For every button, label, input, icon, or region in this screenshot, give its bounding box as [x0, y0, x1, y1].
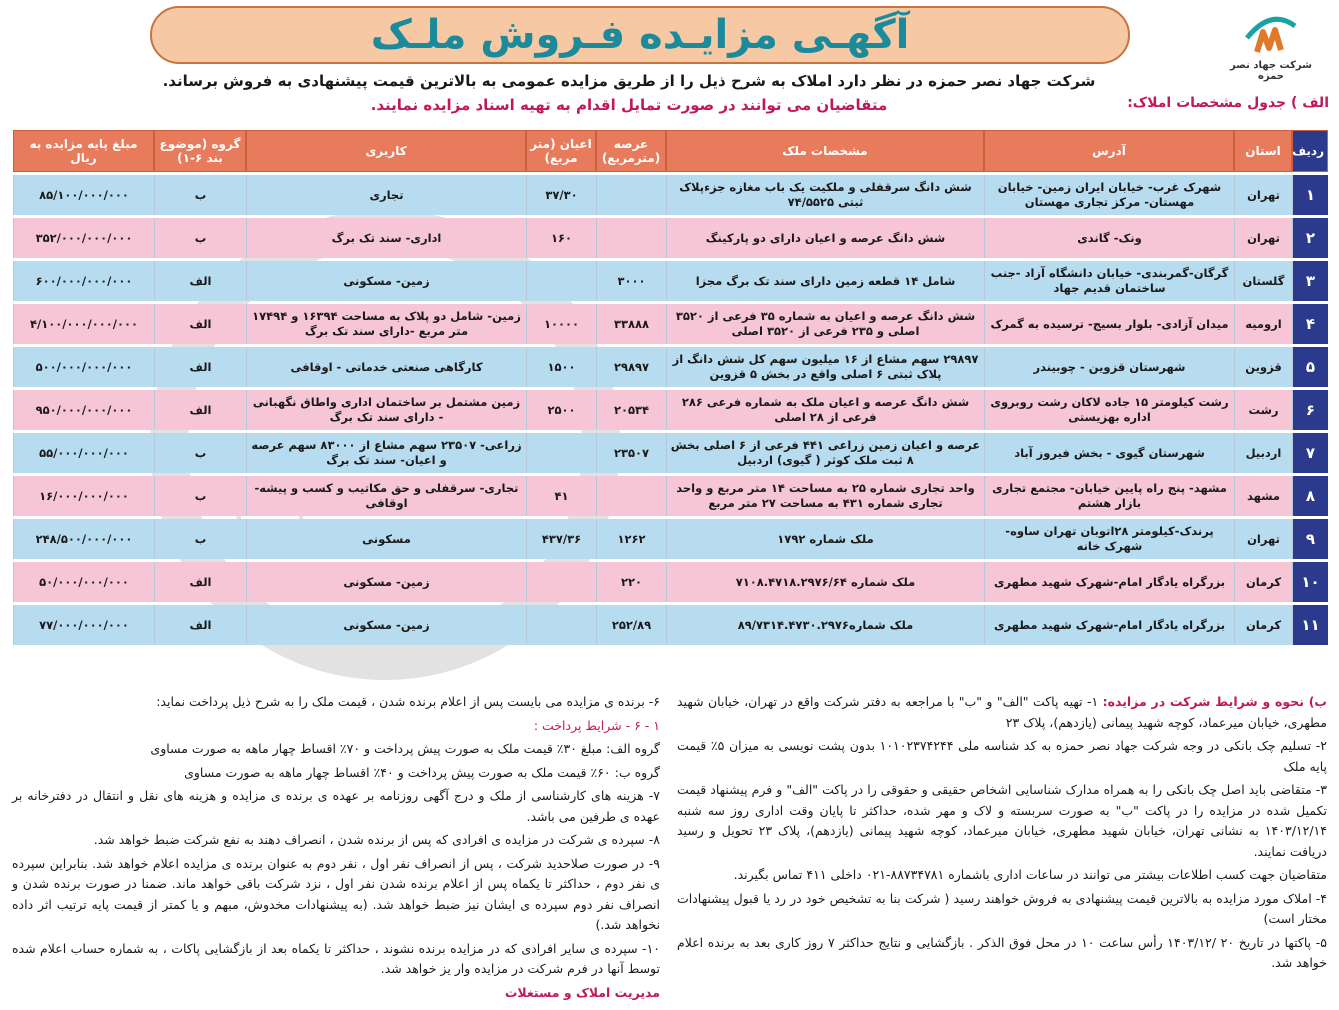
base-price-cell: ۵۰/۰۰۰/۰۰۰/۰۰۰ [13, 562, 154, 602]
land-area-cell: ۲۵۲/۸۹ [596, 605, 666, 645]
group-cell: الف [154, 605, 246, 645]
row-number: ۱۰ [1292, 562, 1328, 602]
rules-heading: ب) نحوه و شرایط شرکت در مزایده: [1102, 694, 1327, 709]
base-price-cell: ۵۰۰/۰۰۰/۰۰۰/۰۰۰ [13, 347, 154, 387]
rule-item: ۵- پاکتها در تاریخ ۲۰ /۱۴۰۳/۱۲ رأس ساعت ۱۰ در محل فوق الذکر . بازگشایی و نتایج حداکثر ۷ روز کاری بعد به برنده اعلام خواهد شد. [677, 934, 1328, 970]
province-cell: قزوین [1234, 347, 1292, 387]
section-a-title: الف ) جدول مشخصات املاک: [1127, 95, 1329, 111]
rules-left-column [12, 692, 660, 1006]
table-row [13, 605, 1328, 645]
table-row [13, 519, 1328, 559]
province-cell: رشت [1234, 390, 1292, 430]
group-cell: الف [154, 304, 246, 344]
row-number: ۹ [1292, 519, 1328, 559]
table-row [13, 347, 1328, 387]
specs-cell: شش دانگ سرقفلی و ملکیت یک باب مغازه جزءپلاک ثبتی ۷۴/۵۵۲۵ [666, 175, 984, 215]
row-number: ۸ [1292, 476, 1328, 516]
col-header-row: ردیف [1292, 130, 1328, 172]
usage-cell: زمین- شامل دو پلاک به مساحت ۱۶۳۹۴ و ۱۷۴۹۴ متر مربع -دارای سند تک برگ [246, 304, 526, 344]
land-area-cell: ۳۰۰۰ [596, 261, 666, 301]
land-area-cell [596, 218, 666, 258]
building-area-cell: ۱۰۰۰۰ [526, 304, 596, 344]
building-area-cell: ۱۵۰۰ [526, 347, 596, 387]
col-header-base-price: مبلغ پایه مزایده به ریال [13, 130, 154, 172]
address-cell: پرندک-کیلومتر ۲۸اتوبان تهران ساوه- شهرک خانه [984, 519, 1234, 559]
address-cell: بزرگراه یادگار امام-شهرک شهید مطهری [984, 605, 1234, 645]
address-cell: رشت کیلومتر ۱۵ جاده لاکان رشت روبروی اداره بهزیستی [984, 390, 1234, 430]
row-number: ۱ [1292, 175, 1328, 215]
address-cell: میدان آزادی- بلوار بسیج- ترسیده به گمرک [984, 304, 1234, 344]
page-title: آگهـی مزایـده فـروش ملـک [370, 12, 910, 58]
building-area-cell [526, 605, 596, 645]
province-cell: تهران [1234, 175, 1292, 215]
building-area-cell: ۳۷/۳۰ [526, 175, 596, 215]
building-area-cell [526, 433, 596, 473]
payment-terms-heading: ۱ - ۶ - شرایط پرداخت : [533, 717, 660, 733]
land-area-cell: ۳۳۸۸۸ [596, 304, 666, 344]
table-body [13, 175, 1328, 645]
group-cell: الف [154, 562, 246, 602]
row-number: ۴ [1292, 304, 1328, 344]
specs-cell: ملک شماره ۷۱۰۸.۴۷۱۸.۲۹۷۶/۶۴ [666, 562, 984, 602]
address-cell: شهرستان گیوی - بخش فیروز آباد [984, 433, 1234, 473]
rule-item-7: ۷- هزینه های کارشناسی از ملک و درج آگهی روزنامه بر عهده ی برنده ی مزایده و هزینه های نقل و انتقال در دفترخانه بر عهده ی طرفین می باشد. [12, 788, 660, 824]
usage-cell: مسکونی [246, 519, 526, 559]
building-area-cell: ۲۵۰۰ [526, 390, 596, 430]
province-cell: مشهد [1234, 476, 1292, 516]
group-cell: الف [154, 390, 246, 430]
table-header-row [13, 130, 1328, 172]
usage-cell: زمین مشتمل بر ساختمان اداری واطاق نگهبانی - دارای سند تک برگ [246, 390, 526, 430]
group-cell: الف [154, 261, 246, 301]
table-row [13, 433, 1328, 473]
usage-cell: زمین- مسکونی [246, 605, 526, 645]
title-banner [150, 6, 1130, 64]
col-header-building: اعیان (متر مربع) [526, 130, 596, 172]
group-cell: ب [154, 433, 246, 473]
col-header-province: استان [1234, 130, 1292, 172]
row-number: ۵ [1292, 347, 1328, 387]
base-price-cell: ۴/۱۰۰/۰۰۰/۰۰۰/۰۰۰ [13, 304, 154, 344]
group-cell: ب [154, 175, 246, 215]
row-number: ۳ [1292, 261, 1328, 301]
base-price-cell: ۳۵۲/۰۰۰/۰۰۰/۰۰۰ [13, 218, 154, 258]
usage-cell: زراعی- ۲۳۵۰۷ سهم مشاع از ۸۳۰۰۰ سهم عرصه و اعیان- سند تک برگ [246, 433, 526, 473]
properties-table [13, 127, 1328, 648]
land-area-cell: ۱۲۶۲ [596, 519, 666, 559]
specs-cell: شش دانگ عرصه و اعیان ملک به شماره فرعی ۲۸۶ فرعی از ۲۸ اصلی [666, 390, 984, 430]
province-cell: گلستان [1234, 261, 1292, 301]
specs-cell: شامل ۱۴ قطعه زمین دارای سند تک برگ مجزا [666, 261, 984, 301]
land-area-cell: ۲۳۵۰۷ [596, 433, 666, 473]
rule-item-8: ۸- سپرده ی شرکت در مزایده ی افرادی که پس از برنده شدن ، انصراف دهند به نفع شرکت ضبط خواهد شد. [93, 832, 660, 847]
specs-cell: شش دانگ عرصه و اعیان دارای دو پارکینگ [666, 218, 984, 258]
rules-right-column [677, 692, 1327, 977]
logo-mark-icon [1239, 8, 1303, 60]
land-area-cell [596, 175, 666, 215]
province-cell: تهران [1234, 519, 1292, 559]
rule-item: ۱- تهیه پاکت "الف" و "ب" با مراجعه به دفتر شرکت واقع در تهران، خیابان شهید مطهری، خیابان میرعماد، کوچه شهید پیمانی (یازدهم)، پلاک ۲۳ [677, 694, 1327, 730]
row-number: ۲ [1292, 218, 1328, 258]
rule-item: متقاضیان جهت کسب اطلاعات بیشتر می توانند در ساعات اداری باشماره ۸۸۷۳۴۷۸۱-۰۲۱ داخلی ۴۱۱ تماس بگیرند. [733, 867, 1327, 882]
col-header-usage: کاربری [246, 130, 526, 172]
building-area-cell: ۱۶۰ [526, 218, 596, 258]
usage-cell: تجاری- سرقفلی و حق مکاتیب و کسب و پیشه- اوقافی [246, 476, 526, 516]
province-cell: کرمان [1234, 562, 1292, 602]
base-price-cell: ۸۵/۱۰۰/۰۰۰/۰۰۰ [13, 175, 154, 215]
rule-item-6: ۶- برنده ی مزایده می بایست پس از اعلام برنده شدن ، قیمت ملک را به شرح ذیل پرداخت نماید: [156, 694, 660, 709]
usage-cell: اداری- سند تک برگ [246, 218, 526, 258]
building-area-cell: ۴۱ [526, 476, 596, 516]
signature: مدیریت املاک و مستغلات [504, 984, 660, 1000]
province-cell: کرمان [1234, 605, 1292, 645]
group-cell: ب [154, 218, 246, 258]
specs-cell: ملک شماره۸۹/۷۳۱۴.۴۷۳۰.۲۹۷۶ [666, 605, 984, 645]
intro-line-1: شرکت جهاد نصر حمزه در نظر دارد املاک به شرح ذیل را از طریق مزایده عمومی به بالاترین قیمت پیشنهادی به فروش برساند. [162, 72, 1096, 90]
specs-cell: ملک شماره ۱۷۹۲ [666, 519, 984, 559]
land-area-cell: ۲۲۰ [596, 562, 666, 602]
base-price-cell: ۵۵/۰۰۰/۰۰۰/۰۰۰ [13, 433, 154, 473]
table-row [13, 261, 1328, 301]
usage-cell: کارگاهی صنعتی خدماتی - اوقافی [246, 347, 526, 387]
group-cell: الف [154, 347, 246, 387]
row-number: ۷ [1292, 433, 1328, 473]
province-cell: ارومیه [1234, 304, 1292, 344]
base-price-cell: ۶۰۰/۰۰۰/۰۰۰/۰۰۰ [13, 261, 154, 301]
address-cell: مشهد- پنج راه پایین خیابان- مجتمع تجاری بازار هشتم [984, 476, 1234, 516]
col-header-land: عرصه (مترمربع) [596, 130, 666, 172]
col-header-specs: مشخصات ملک [666, 130, 984, 172]
rule-item: ۴- املاک مورد مزایده به بالاترین قیمت پیشنهادی به فروش خواهند رسید ( شرکت بنا به تشخیص خود در رد یا قبول پیشنهادات مختار است) [677, 890, 1327, 926]
land-area-cell [596, 476, 666, 516]
address-cell: ونک- گاندی [984, 218, 1234, 258]
logo-text: شرکت جهاد نصر حمزه [1230, 60, 1312, 82]
row-number: ۱۱ [1292, 605, 1328, 645]
company-logo [1221, 8, 1321, 80]
specs-cell: شش دانگ عرصه و اعیان به شماره ۳۵ فرعی از ۳۵۲۰ اصلی و ۲۳۵ فرعی از ۳۵۲۰ اصلی [666, 304, 984, 344]
building-area-cell [526, 261, 596, 301]
payment-group-b: گروه ب: ۶۰٪ قیمت ملک به صورت پیش پرداخت و ۴۰٪ اقساط چهار ماهه به صورت مساوی [184, 764, 660, 780]
payment-group-a: گروه الف: مبلغ ۳۰٪ قیمت ملک به صورت پیش پرداخت و ۷۰٪ اقساط چهار ماهه به صورت مساوی [150, 741, 660, 756]
land-area-cell: ۲۹۸۹۷ [596, 347, 666, 387]
base-price-cell: ۷۷/۰۰۰/۰۰۰/۰۰۰ [13, 605, 154, 645]
table-row [13, 175, 1328, 215]
base-price-cell: ۲۴۸/۵۰۰/۰۰۰/۰۰۰ [13, 519, 154, 559]
specs-cell: عرصه و اعیان زمین زراعی ۴۴۱ فرعی از ۶ اصلی بخش ۸ ثبت ملک کوثر ( گیوی) اردبیل [666, 433, 984, 473]
table-row [13, 390, 1328, 430]
address-cell: گرگان-گمربندی- خیابان دانشگاه آزاد -جنب ساختمان قدیم جهاد [984, 261, 1234, 301]
address-cell: شهرستان قزوین - چوبیندر [984, 347, 1234, 387]
table-row [13, 304, 1328, 344]
intro-line-2: متقاضیان می توانند در صورت تمایل اقدام به تهیه اسناد مزایده نمایند. [370, 96, 888, 114]
table-row [13, 562, 1328, 602]
address-cell: بزرگراه یادگار امام-شهرک شهید مطهری [984, 562, 1234, 602]
specs-cell: ۲۹۸۹۷ سهم مشاع از ۱۶ میلیون سهم کل شش دانگ از پلاک ثبتی ۶ اصلی واقع در بخش ۵ قزوین [666, 347, 984, 387]
table-row [13, 476, 1328, 516]
row-number: ۶ [1292, 390, 1328, 430]
base-price-cell: ۱۶/۰۰۰/۰۰۰/۰۰۰ [13, 476, 154, 516]
rule-item: ۲- تسلیم چک بانکی در وجه شرکت جهاد نصر حمزه به کد شناسه ملی ۱۰۱۰۲۳۷۴۲۴۴ بدون پشت نویسی به میزان ۵٪ قیمت پایه ملک [677, 738, 1328, 774]
building-area-cell: ۴۳۷/۳۶ [526, 519, 596, 559]
rule-item-10: ۱۰- سپرده ی سایر افرادی که در مزایده برنده نشوند ، حداکثر تا یکماه بعد از بازگشایی پاکات ، به شماره حساب اعلام شده توسط آنها در فرم شرکت در مزایده وار یز خواهد شد. [12, 940, 660, 976]
usage-cell: زمین- مسکونی [246, 562, 526, 602]
col-header-address: آدرس [984, 130, 1234, 172]
group-cell: ب [154, 519, 246, 559]
usage-cell: تجاری [246, 175, 526, 215]
col-header-group: گروه (موضوع بند ۶-۱) [154, 130, 246, 172]
table-row [13, 218, 1328, 258]
province-cell: تهران [1234, 218, 1292, 258]
rule-item-9: ۹- در صورت صلاحدید شرکت ، پس از انصراف نفر اول ، نفر دوم به عنوان برنده ی مزایده اعلام خواهد شد. بنابراین سپرده ی نفر دوم ، حداکثر تا یکماه پس از اعلام برنده شدن نفر اول ، نزد شرکت باقی خواهد ماند. ضمنا در صورت برنده شدن و انصراف نفر دوم سپرده ی ایشان نیز ضبط خواهد شد. (به پیشنهادات مخدوش، مبهم و یا کمتر از قیمت پایه ترتیب اثر داده نخواهد شد.) [12, 855, 660, 932]
rule-item: ۳- متقاضی باید اصل چک بانکی را به همراه مدارک شناسایی اشخاص حقیقی و حقوقی را در پاکت "الف" و فرم پیشنهاد قیمت تکمیل شده در مزایده را در پاکت "ب" به صورت سربسته و لاک و مهر شده، حداکثر تا پایان وقت اداری روز سه شنبه ۱۴۰۳/۱۲/۱۴ به نشانی تهران، خیابان شهید مطهری، خیابان میرعماد، کوچه شهید پیمانی (یازدهم)، پلاک ۲۳ تحویل و رسید دریافت نمایند. [677, 782, 1327, 859]
group-cell: ب [154, 476, 246, 516]
usage-cell: زمین- مسکونی [246, 261, 526, 301]
specs-cell: واحد تجاری شماره ۲۵ به مساحت ۱۴ متر مربع و واحد تجاری شماره ۴۳۱ به مساحت ۲۷ متر مربع [666, 476, 984, 516]
building-area-cell [526, 562, 596, 602]
province-cell: اردبیل [1234, 433, 1292, 473]
base-price-cell: ۹۵۰/۰۰۰/۰۰۰/۰۰۰ [13, 390, 154, 430]
address-cell: شهرک غرب- خیابان ایران زمین- خیابان مهستان- مرکز تجاری مهستان [984, 175, 1234, 215]
land-area-cell: ۲۰۵۳۴ [596, 390, 666, 430]
